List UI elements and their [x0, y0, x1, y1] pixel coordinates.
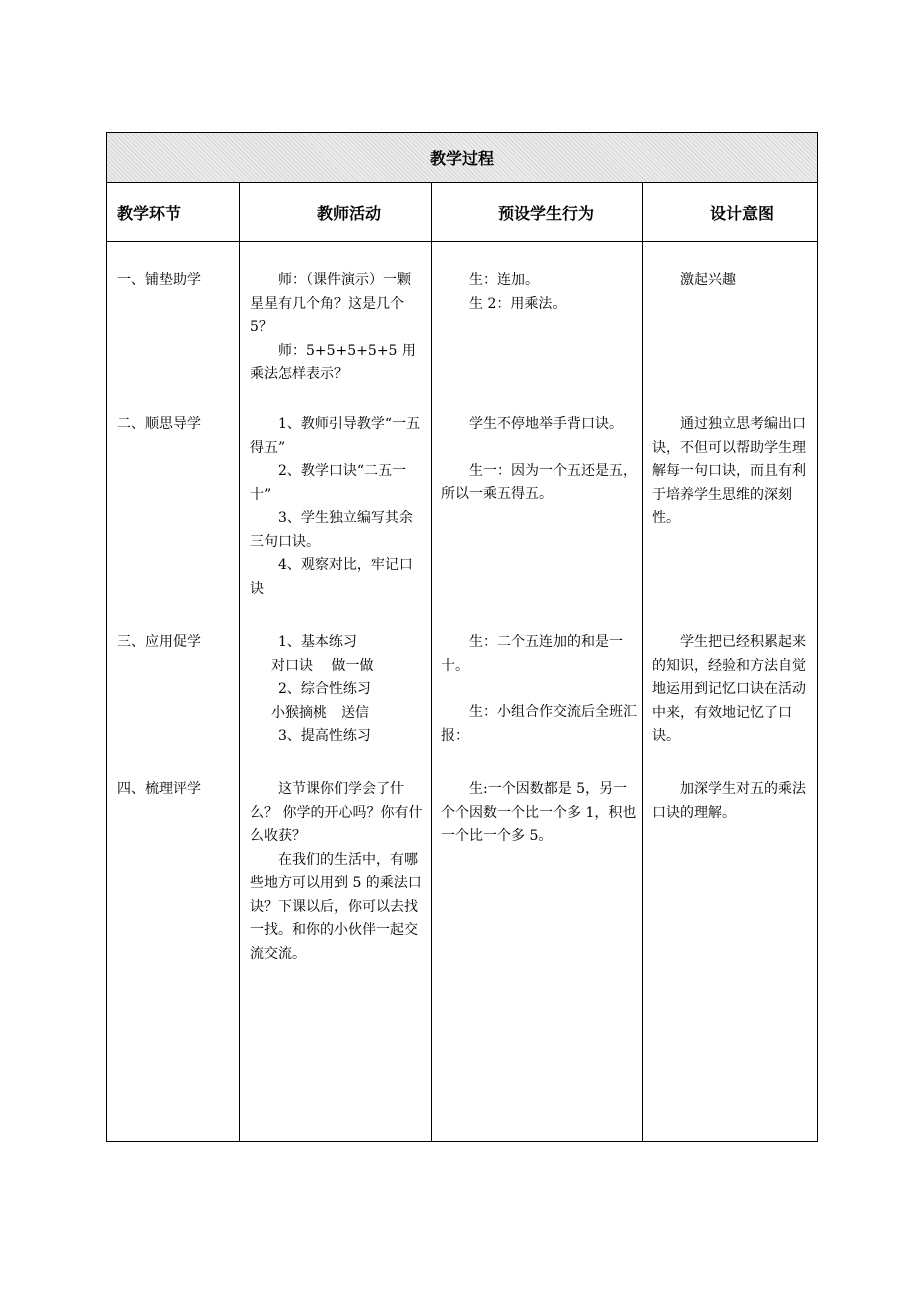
- teacher-text: 2、综合性练习: [278, 681, 371, 697]
- student-text: 生：小组合作交流后全班汇报：: [441, 704, 637, 744]
- teacher-text: 师：（课件演示）一颗星星有几个角？这是几个5？: [250, 272, 411, 335]
- stage-4: 四、梳理评学: [117, 781, 201, 797]
- teacher-text: 2、教学口诀“二五一十”: [250, 463, 407, 503]
- intent-text: 加深学生对五的乘法口诀的理解。: [652, 781, 806, 821]
- intent-cell-4: [652, 778, 812, 825]
- teacher-text: 3、学生独立编写其余三句口诀。: [250, 510, 413, 550]
- header-row: [107, 183, 817, 242]
- student-text: 生：二个五连加的和是一十。: [441, 634, 623, 674]
- table-title: 教学过程: [107, 133, 817, 183]
- column-divider: [642, 183, 643, 1141]
- teacher-text: 师：5+5+5+5+5 用乘法怎样表示？: [250, 342, 416, 382]
- teacher-text: 对口诀 做一做: [271, 657, 374, 674]
- student-text: 生：连加。: [469, 272, 539, 288]
- header-stage: 教学环节: [117, 203, 182, 223]
- teacher-text: 1、教师引导教学“一五得五”: [250, 416, 421, 456]
- teacher-text: 这节课你们学会了什么？ 你学的开心吗？你有什么收获？: [250, 781, 423, 844]
- teaching-process-table: [106, 132, 818, 1142]
- column-divider: [239, 183, 240, 1141]
- teacher-cell-4: [250, 778, 424, 966]
- teacher-cell-1: [250, 269, 424, 387]
- column-divider: [431, 183, 432, 1141]
- student-text: 学生不停地举手背口诀。: [469, 416, 623, 432]
- intent-text: 激起兴趣: [680, 272, 736, 288]
- teacher-text: 1、基本练习: [278, 634, 357, 650]
- intent-cell-3: [652, 631, 812, 749]
- stage-2: 二、顺思导学: [117, 416, 201, 432]
- student-cell-4: [441, 778, 637, 849]
- student-text: 生一：因为一个五还是五，所以一乘五得五。: [441, 462, 637, 502]
- intent-text: 通过独立思考编出口诀，不但可以帮助学生理解每一句口诀，而且有利于培养学生思维的深刻性。: [652, 416, 806, 526]
- student-cell-1: [441, 269, 637, 316]
- student-cell-2: [441, 413, 637, 507]
- teacher-text: 4、观察对比，牢记口诀: [250, 557, 413, 597]
- header-intent: 设计意图: [710, 203, 775, 223]
- teacher-text: 在我们的生活中，有哪些地方可以用到 5 的乘法口诀？下课以后，你可以去找一找。和你的小伙伴一起交流交流。: [250, 851, 422, 962]
- teacher-cell-2: [250, 413, 424, 601]
- intent-cell-1: [652, 269, 812, 293]
- teacher-text: 3、提高性练习: [278, 728, 371, 744]
- intent-cell-2: [652, 413, 812, 531]
- stage-1: 一、铺垫助学: [117, 272, 201, 288]
- header-teacher: 教师活动: [317, 203, 382, 223]
- student-cell-3: [441, 631, 637, 748]
- student-text: 生 2：用乘法。: [469, 295, 567, 312]
- header-student: 预设学生行为: [498, 203, 595, 223]
- teacher-text: 小猴摘桃 送信: [271, 704, 369, 721]
- student-text: 生:一个因数都是 5，另一个个因数一个比一个多 1，积也一个比一个多 5。: [441, 781, 637, 844]
- intent-text: 学生把已经积累起来的知识，经验和方法自觉地运用到记忆口诀在活动中来，有效地记忆了口诀。: [652, 634, 806, 744]
- stage-3: 三、应用促学: [117, 634, 201, 650]
- teacher-cell-3: [250, 631, 424, 749]
